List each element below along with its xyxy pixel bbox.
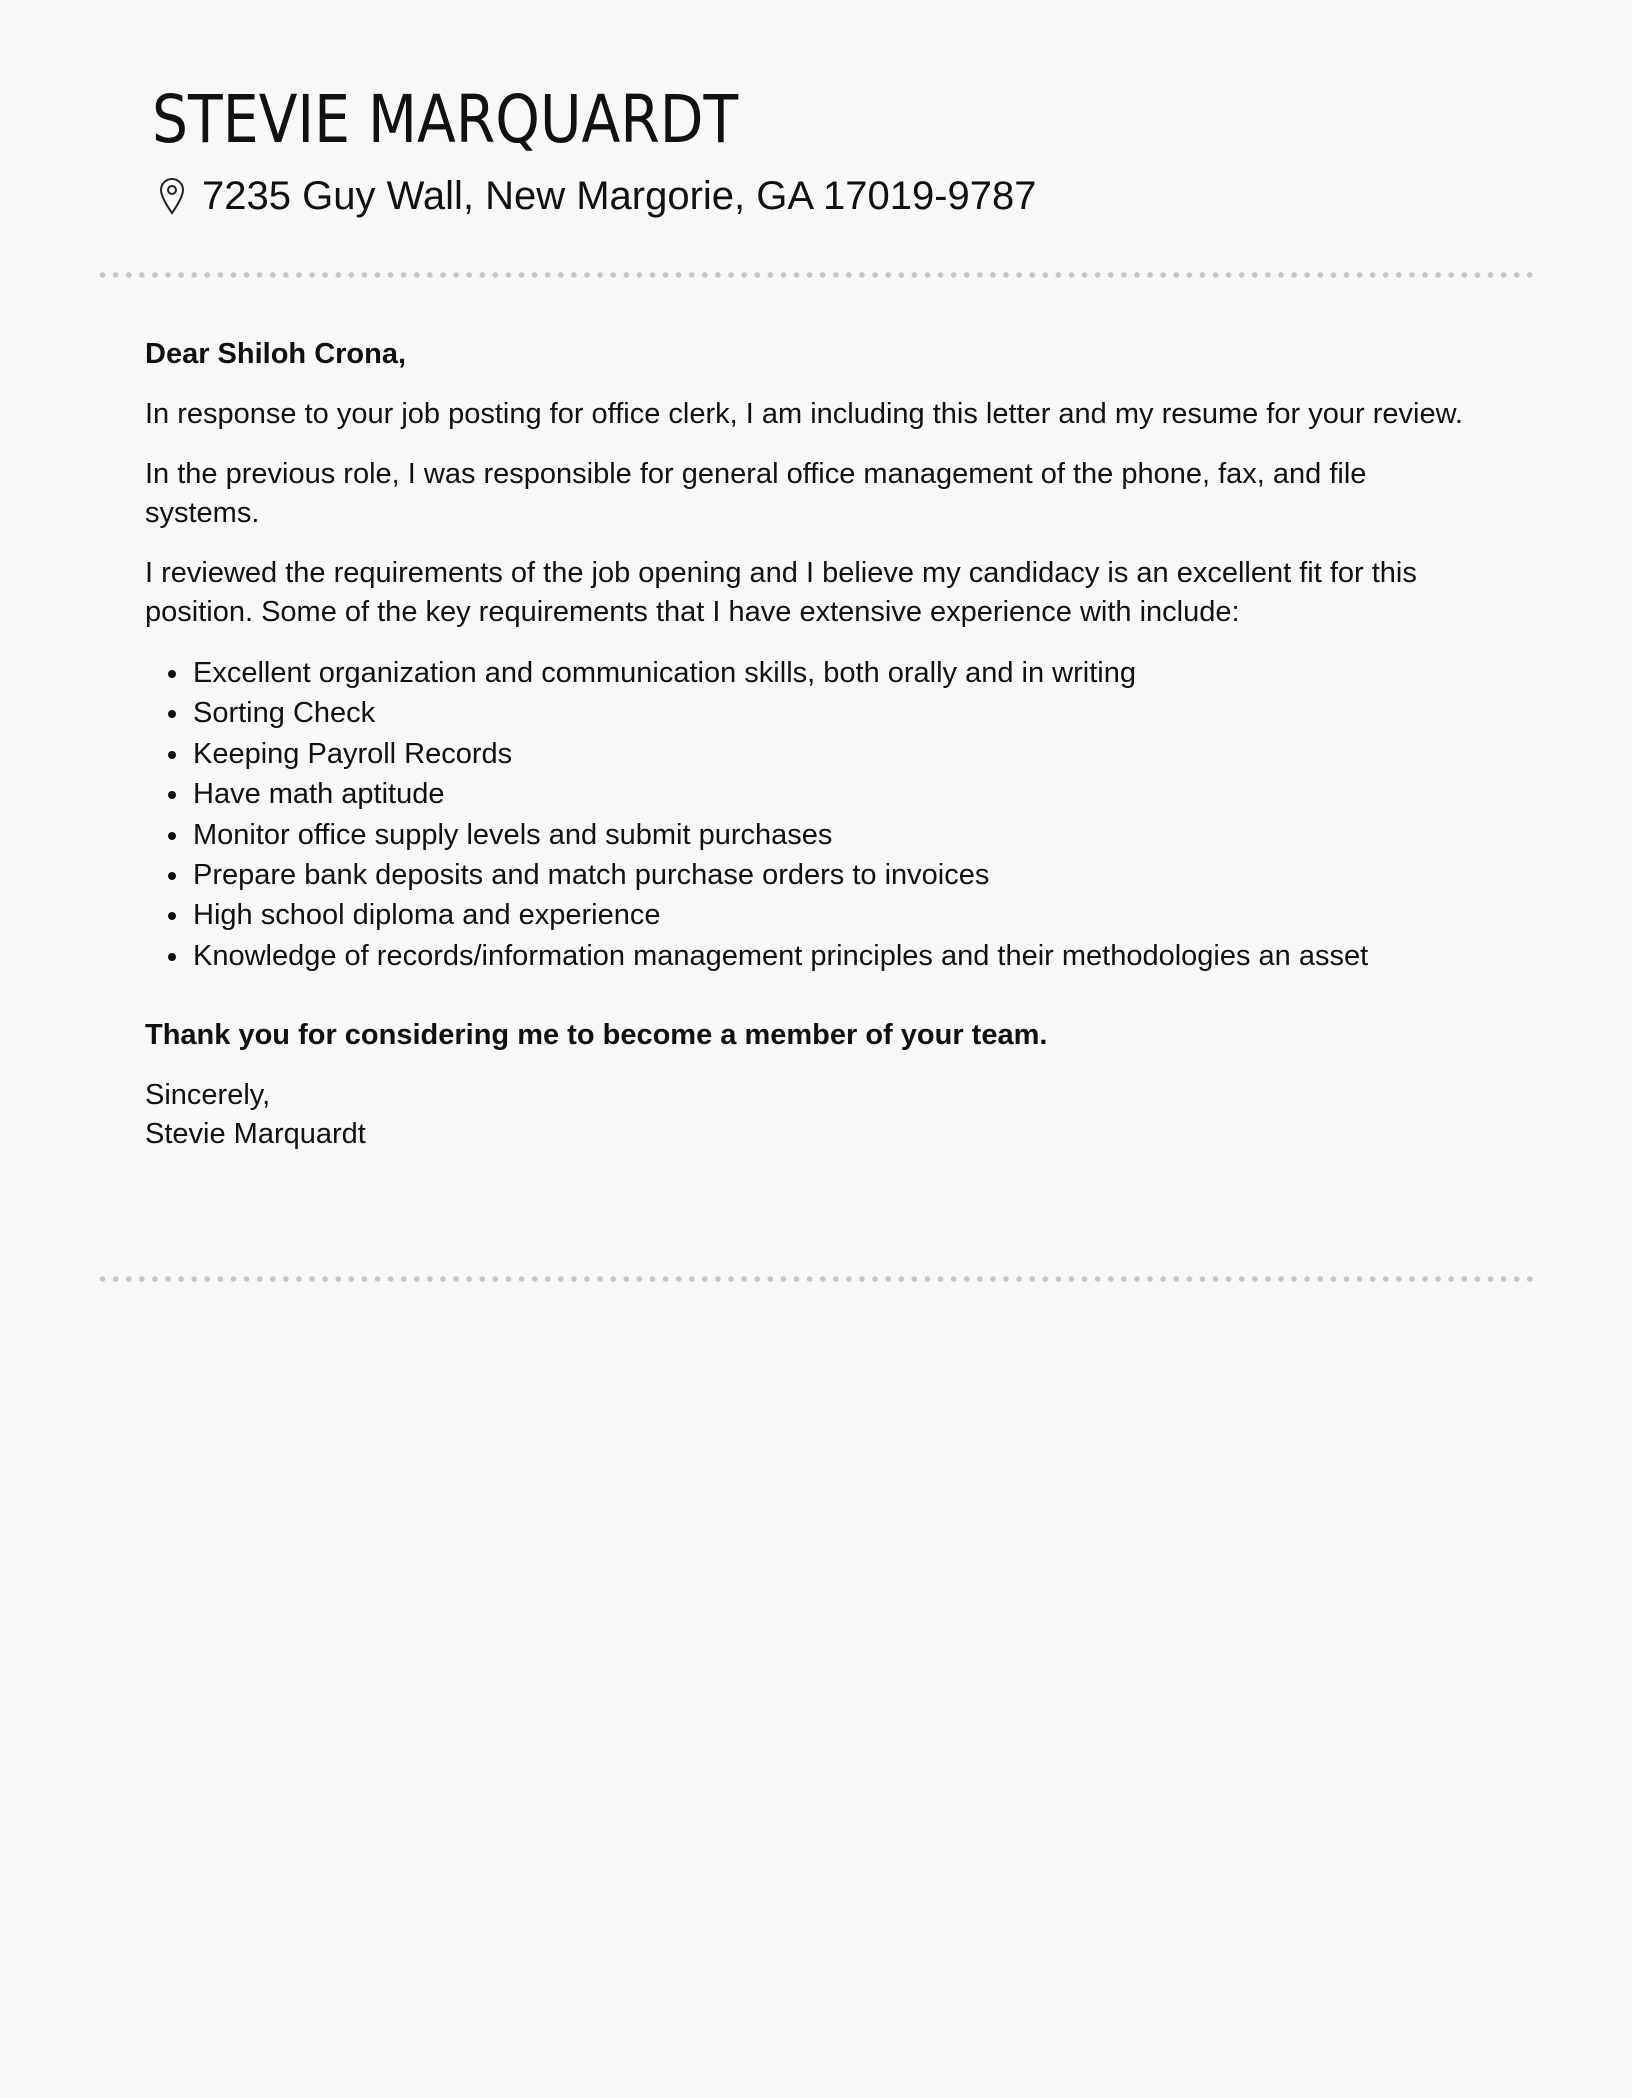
- signature: Stevie Marquardt: [145, 1118, 366, 1151]
- list-item: Sorting Check: [193, 693, 1465, 733]
- applicant-name: STEVIE MARQUARDT: [152, 81, 739, 158]
- paragraph-requirements: I reviewed the requirements of the job opening and I believe my candidacy is an excellent fit for this position. Some of the key requirements that I have extensive experience with include:: [145, 557, 1417, 628]
- list-item: Monitor office supply levels and submit purchases: [193, 815, 1465, 855]
- map-pin-icon: [156, 176, 188, 216]
- paragraph-experience: In the previous role, I was responsible for general office management of the phone, fax, and file systems.: [145, 458, 1367, 529]
- list-item: Excellent organization and communication skills, both orally and in writing: [193, 653, 1465, 693]
- letter-header: [152, 78, 1532, 224]
- closing: Sincerely,: [145, 1079, 271, 1112]
- list-item: Keeping Payroll Records: [193, 734, 1465, 774]
- address-text: 7235 Guy Wall, New Margorie, GA 17019-9787: [202, 174, 1037, 218]
- salutation: Dear Shiloh Crona,: [145, 338, 407, 370]
- list-item: Have math aptitude: [193, 774, 1465, 814]
- paragraph-intro: In response to your job posting for office clerk, I am including this letter and my resume for your review.: [145, 398, 1463, 430]
- thank-you-line: Thank you for considering me to become a member of your team.: [145, 1019, 1048, 1052]
- letter-body: [145, 335, 1465, 1154]
- list-item: Prepare bank deposits and match purchase orders to invoices: [193, 855, 1465, 895]
- top-dotted-divider: [96, 272, 1536, 278]
- list-item: High school diploma and experience: [193, 895, 1465, 935]
- address-row: [152, 168, 1532, 224]
- list-item: Knowledge of records/information management principles and their methodologies an asset: [193, 936, 1465, 976]
- requirements-list: [145, 653, 1465, 976]
- bottom-dotted-divider: [96, 1276, 1536, 1282]
